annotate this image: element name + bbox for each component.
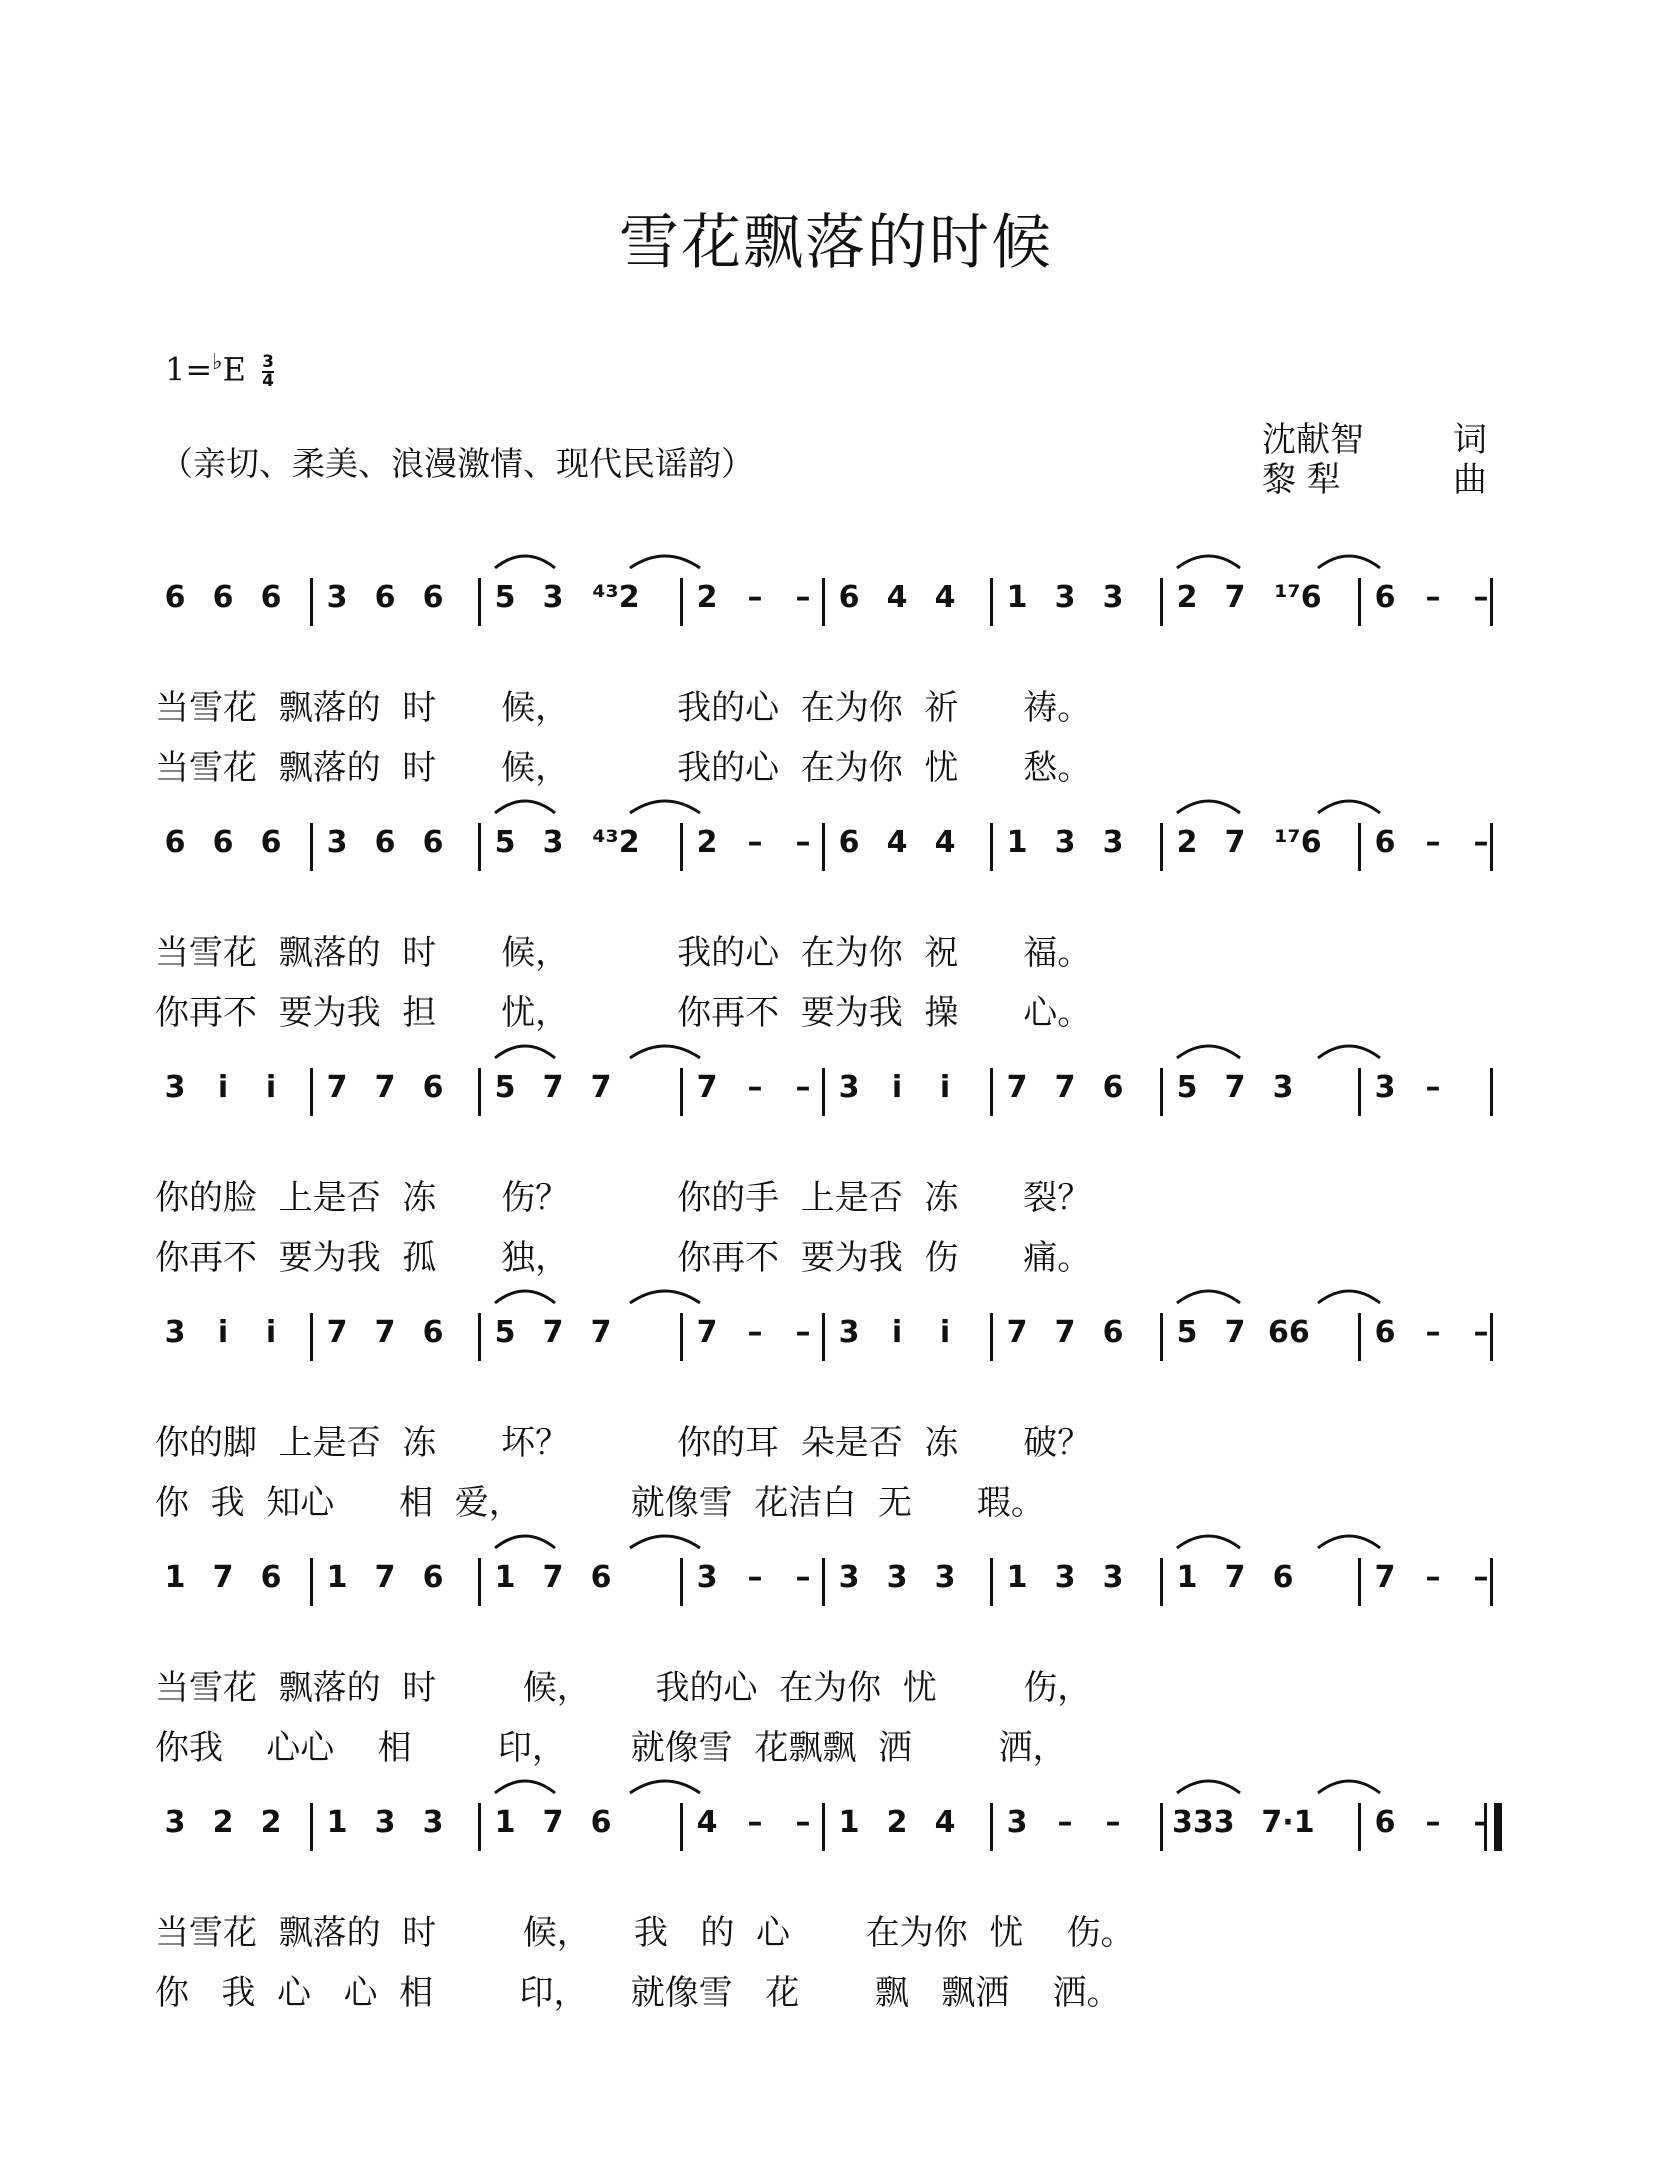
lyric-line: 当雪花 飘落的 时 候， 我的心 在为你 忧 伤，: [155, 1668, 1092, 1708]
note: 3: [1102, 825, 1124, 860]
note: 2: [1176, 580, 1198, 615]
note: –: [1473, 1315, 1489, 1350]
note: –: [1425, 1560, 1441, 1595]
note: 3: [934, 1560, 956, 1595]
time-signature-top: 3: [262, 352, 274, 373]
note: i: [265, 1315, 277, 1350]
note: 1: [1006, 1560, 1028, 1595]
note: 5: [494, 1315, 516, 1350]
note: 7: [1054, 1315, 1076, 1350]
note: 6: [1374, 580, 1396, 615]
note: 3: [886, 1560, 908, 1595]
note: ⁴³2: [592, 580, 640, 615]
note: 7: [374, 1315, 396, 1350]
slur: [1318, 1781, 1380, 1793]
note: –: [795, 825, 811, 860]
note: 6: [422, 580, 444, 615]
note: 6: [1272, 1560, 1294, 1595]
note: 2: [696, 580, 718, 615]
time-signature-bottom: 4: [262, 371, 274, 392]
note: 7: [542, 1315, 564, 1350]
note: 3: [838, 1070, 860, 1105]
note: ⁴³2: [592, 825, 640, 860]
note: 3: [374, 1805, 396, 1840]
note: 7: [1224, 1070, 1246, 1105]
note: 6: [1102, 1070, 1124, 1105]
note: 6: [1374, 825, 1396, 860]
note: –: [795, 1805, 811, 1840]
note: 6: [260, 1560, 282, 1595]
note: –: [795, 1070, 811, 1105]
key-prefix: 1=: [165, 350, 213, 389]
note: 6: [838, 825, 860, 860]
note: 3: [696, 1560, 718, 1595]
composer-name: 黎 犁: [1262, 460, 1341, 500]
note: 1: [326, 1560, 348, 1595]
note: –: [747, 1805, 763, 1840]
note: 4: [886, 825, 908, 860]
lyricist-role: 词: [1453, 420, 1487, 460]
note: 1: [1176, 1560, 1198, 1595]
note: 7: [374, 1560, 396, 1595]
note: –: [795, 580, 811, 615]
lyric-line: 你的脚 上是否 冻 坏？ 你的耳 朵是否 冻 破？: [155, 1423, 1092, 1463]
lyric-line: 你再不 要为我 孤 独， 你再不 要为我 伤 痛。: [155, 1238, 1092, 1278]
lyric-line: 你再不 要为我 担 忧， 你再不 要为我 操 心。: [155, 993, 1092, 1033]
note: 333: [1172, 1805, 1235, 1840]
note: 4: [934, 825, 956, 860]
note: –: [747, 1560, 763, 1595]
note: 1: [494, 1805, 516, 1840]
lyric-line: 你 我 心 心 相 印， 就像雪 花 飘 飘洒 洒。: [155, 1973, 1121, 2013]
note: 6: [374, 580, 396, 615]
note: –: [1425, 580, 1441, 615]
note: i: [939, 1070, 951, 1105]
note: i: [265, 1070, 277, 1105]
note: 7: [1224, 1560, 1246, 1595]
page-title: 雪花飘落的时候: [619, 208, 1053, 278]
note: –: [747, 1070, 763, 1105]
note: 5: [494, 1070, 516, 1105]
key-note: E: [222, 350, 246, 389]
note: 3: [1102, 580, 1124, 615]
note: 1: [1006, 825, 1028, 860]
note: –: [795, 1560, 811, 1595]
note: 7: [542, 1070, 564, 1105]
note: 6: [1102, 1315, 1124, 1350]
note: 6: [590, 1805, 612, 1840]
note: –: [1425, 1070, 1441, 1105]
note: 3: [326, 825, 348, 860]
note: 7: [590, 1315, 612, 1350]
note: –: [1473, 1805, 1489, 1840]
note: 3: [838, 1315, 860, 1350]
note: 1: [838, 1805, 860, 1840]
note: –: [747, 580, 763, 615]
note: 7: [590, 1070, 612, 1105]
style-marking: （亲切、柔美、浪漫激情、现代民谣韵）: [160, 444, 754, 483]
note: i: [217, 1070, 229, 1105]
note: –: [747, 825, 763, 860]
note: ¹⁷6: [1274, 580, 1322, 615]
note: –: [1057, 1805, 1073, 1840]
note: 6: [260, 825, 282, 860]
note: 3: [1272, 1070, 1294, 1105]
note: 5: [494, 825, 516, 860]
lyric-line: 你的脸 上是否 冻 伤？ 你的手 上是否 冻 裂？: [155, 1178, 1092, 1218]
lyric-line: 当雪花 飘落的 时 候， 我的心 在为你 忧 愁。: [155, 748, 1092, 788]
note: 4: [696, 1805, 718, 1840]
note: ¹⁷6: [1274, 825, 1322, 860]
note: i: [939, 1315, 951, 1350]
note: 3: [542, 825, 564, 860]
note: 2: [696, 825, 718, 860]
lyric-line: 当雪花 飘落的 时 候， 我的心 在为你 祝 福。: [155, 933, 1092, 973]
note: 3: [326, 580, 348, 615]
note: 6: [1374, 1315, 1396, 1350]
note: 3: [838, 1560, 860, 1595]
note: 5: [1176, 1315, 1198, 1350]
note: –: [1473, 580, 1489, 615]
note: 3: [164, 1315, 186, 1350]
note: 4: [934, 1805, 956, 1840]
note: 2: [886, 1805, 908, 1840]
note: 7: [1054, 1070, 1076, 1105]
note: 66: [1268, 1315, 1310, 1350]
note: 3: [164, 1070, 186, 1105]
note: 7: [696, 1070, 718, 1105]
note: 7: [542, 1560, 564, 1595]
note: 7·1: [1261, 1805, 1315, 1840]
note: –: [795, 1315, 811, 1350]
lyric-line: 当雪花 飘落的 时 候， 我 的 心 在为你 忧 伤。: [155, 1913, 1135, 1953]
note: 2: [1176, 825, 1198, 860]
note: 3: [1006, 1805, 1028, 1840]
note: 6: [212, 825, 234, 860]
note: 2: [260, 1805, 282, 1840]
lyric-line: 你我 心心 相 印， 就像雪 花飘飘 洒 洒，: [155, 1728, 1067, 1768]
lyric-line: 你 我 知心 相 爱， 就像雪 花洁白 无 瑕。: [155, 1483, 1045, 1523]
slur: [1177, 1781, 1240, 1793]
note: 6: [422, 825, 444, 860]
note: 5: [494, 580, 516, 615]
note: i: [217, 1315, 229, 1350]
note: 6: [374, 825, 396, 860]
flat-sign: ♭: [212, 350, 223, 375]
note: 7: [1224, 825, 1246, 860]
note: 6: [422, 1070, 444, 1105]
note: 7: [326, 1070, 348, 1105]
note: 2: [212, 1805, 234, 1840]
note: 7: [1224, 1315, 1246, 1350]
note: 1: [1006, 580, 1028, 615]
note: 3: [1102, 1560, 1124, 1595]
lyric-line: 当雪花 飘落的 时 候， 我的心 在为你 祈 祷。: [155, 688, 1092, 728]
note: 3: [1374, 1070, 1396, 1105]
note: i: [891, 1315, 903, 1350]
note: 6: [1374, 1805, 1396, 1840]
slur: [495, 1781, 555, 1793]
note: 6: [590, 1560, 612, 1595]
note: –: [1105, 1805, 1121, 1840]
note: 3: [542, 580, 564, 615]
note: 4: [886, 580, 908, 615]
slur: [630, 1781, 700, 1793]
note: 6: [212, 580, 234, 615]
note: 1: [164, 1560, 186, 1595]
note: 7: [1374, 1560, 1396, 1595]
note: 6: [164, 825, 186, 860]
note: –: [1473, 825, 1489, 860]
note: –: [747, 1315, 763, 1350]
note: 7: [1006, 1315, 1028, 1350]
note: 3: [1054, 825, 1076, 860]
note: –: [1425, 825, 1441, 860]
note: 3: [422, 1805, 444, 1840]
note: 6: [838, 580, 860, 615]
note: 6: [422, 1560, 444, 1595]
note: 1: [326, 1805, 348, 1840]
note: 6: [422, 1315, 444, 1350]
note: 4: [934, 580, 956, 615]
note: 6: [164, 580, 186, 615]
note: 6: [260, 580, 282, 615]
note: –: [1425, 1805, 1441, 1840]
note: 3: [1054, 1560, 1076, 1595]
lyricist-name: 沈献智: [1262, 420, 1364, 460]
note: 5: [1176, 1070, 1198, 1105]
composer-role: 曲: [1453, 460, 1487, 500]
note: 7: [326, 1315, 348, 1350]
note: –: [1473, 1560, 1489, 1595]
note: i: [891, 1070, 903, 1105]
note: 7: [374, 1070, 396, 1105]
note: –: [1425, 1315, 1441, 1350]
note: 3: [1054, 580, 1076, 615]
note: 1: [494, 1560, 516, 1595]
note: 7: [696, 1315, 718, 1350]
note: 3: [164, 1805, 186, 1840]
note: 7: [542, 1805, 564, 1840]
note: 7: [1224, 580, 1246, 615]
note: 7: [212, 1560, 234, 1595]
note: 7: [1006, 1070, 1028, 1105]
